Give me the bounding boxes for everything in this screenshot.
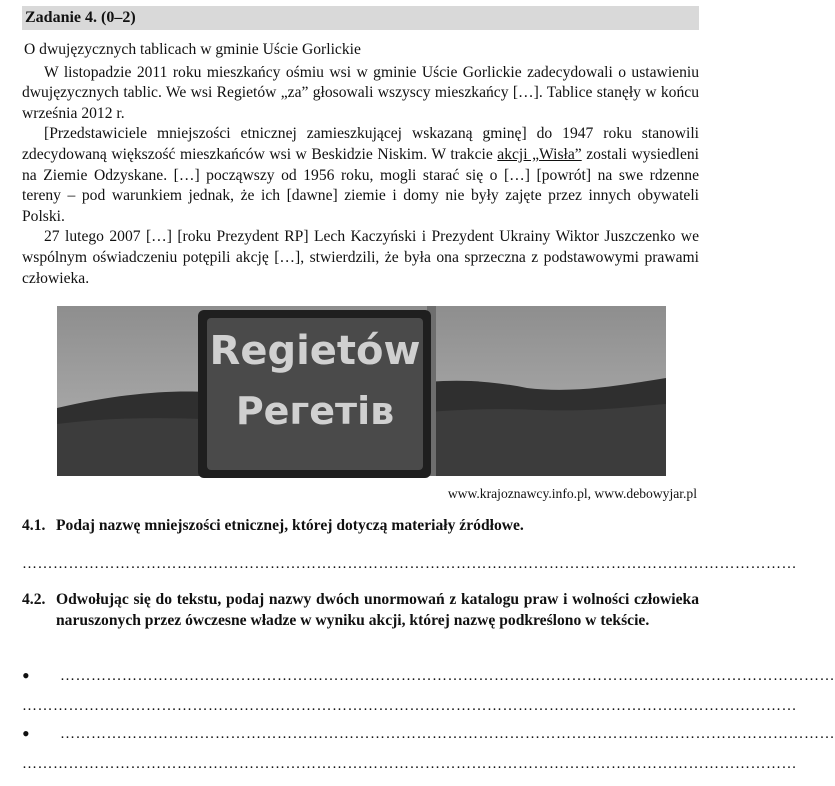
task-header (22, 6, 699, 30)
answer-line-4-2-c[interactable]: …………………………………………………………………………………………………………………………………… (60, 726, 835, 742)
photo-credit: www.krajoznawcy.info.pl, www.debowyjar.pl (447, 486, 697, 501)
source-text (22, 40, 699, 289)
sign-line-2: Регетів (235, 389, 395, 433)
sign-photo-image (57, 306, 666, 476)
answer-line-4-2-a[interactable]: …………………………………………………………………………………………………………………………………… (60, 668, 835, 684)
question-4-1-text: Podaj nazwę mniejszości etnicznej, której dotyczą materiały źródłowe. (56, 517, 524, 534)
underlined-action-name: akcji „Wisła” (497, 145, 582, 163)
sign-line-1: Regietów (209, 328, 421, 374)
answer-line-4-2-d[interactable]: …………………………………………………………………………………………………………………………………… (22, 756, 797, 772)
question-4-1 (22, 516, 699, 537)
question-4-1-number: 4.1. (22, 517, 46, 534)
source-paragraph-1: W listopadzie 2011 roku mieszkańcy ośmiu wsi w gminie Uście Gorlickie zadecydowali o ustawieniu dwujęzycznych tablic. We wsi Regietów „za” głosowali wszyscy mieszkańcy […]. Tablice stanęły w końcu września 2012 r. (22, 63, 699, 122)
paragraph-2-before: [Przedstawiciele mniejszości etnicznej zamieszkującej wskazaną gminę] do 1947 roku stanowili zdecydowaną większość mieszkańców wsi w Beskidzie Niskim. W trakcie (22, 125, 699, 163)
bullet-2: • (22, 721, 30, 746)
bullet-1: • (22, 663, 30, 688)
source-title: O dwujęzycznych tablicach w gminie Uście Gorlickie (24, 41, 361, 58)
answer-line-4-1[interactable]: …………………………………………………………………………………………………………………………………… (22, 556, 797, 572)
question-4-2-number: 4.2. (22, 591, 46, 608)
question-4-2 (22, 590, 699, 631)
source-paragraph-3: 27 lutego 2007 […] [roku Prezydent RP] Lech Kaczyński i Prezydent Ukrainy Wiktor Juszczenko we wspólnym oświadczeniu potępili akcję […], stwierdzili, że była ona sprzeczna z podstawowymi prawami człowieka. (22, 228, 699, 287)
source-paragraph-2 (22, 124, 699, 227)
paragraph-2-after: zostali wysiedleni na Ziemie Odzyskane. […] począwszy od 1956 roku, mogli starać się o […] [powrót] na swe rdzenne tereny – pod warunkiem jednak, że ich [dawne] ziemie i domy nie były zajęte przez innych obywateli Polski. (22, 145, 700, 225)
task-title: Zadanie 4. (0–2) (25, 9, 136, 26)
answer-line-4-2-b[interactable]: …………………………………………………………………………………………………………………………………… (22, 698, 797, 714)
question-4-2-text: Odwołując się do tekstu, podaj nazwy dwóch unormowań z katalogu praw i wolności człowieka naruszonych przez ówczesne władze w wyniku akcji, której nazwę podkreślono w tekście. (56, 591, 699, 629)
sign-photo (57, 306, 666, 476)
